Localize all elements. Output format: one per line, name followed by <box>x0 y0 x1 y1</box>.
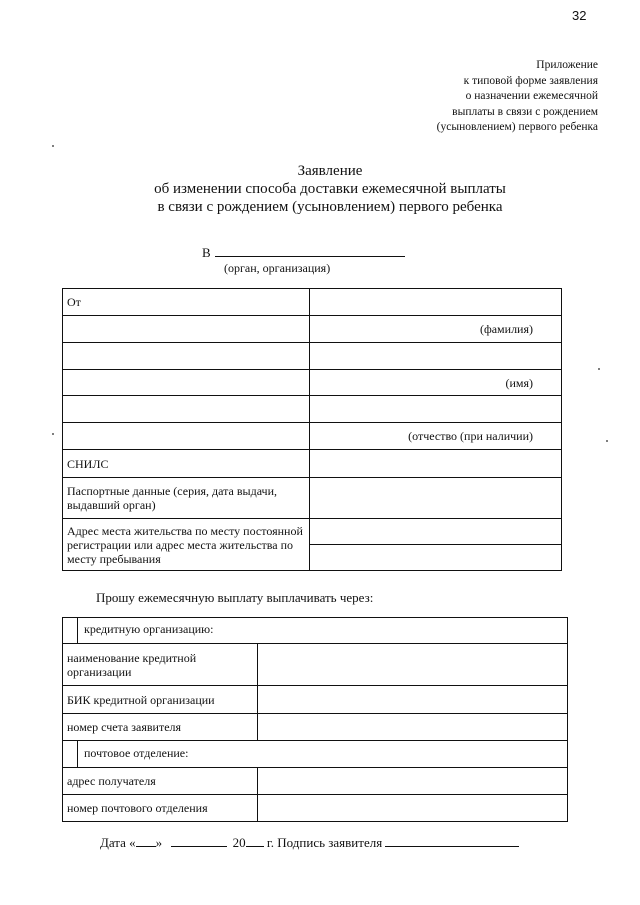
delivery-table <box>62 617 568 822</box>
name-caption: (имя) <box>310 370 562 396</box>
applicant-table <box>62 288 562 571</box>
applicant-cell[interactable] <box>63 316 310 343</box>
surname-caption: (фамилия) <box>310 316 562 343</box>
credit-org-row <box>63 618 568 644</box>
name-field[interactable] <box>310 343 562 370</box>
post-number-field[interactable] <box>258 795 568 822</box>
document-title <box>0 162 640 216</box>
address-label: Адрес места жительства по месту постоянной регистрации или адрес места жительства по месту пребывания <box>63 519 310 571</box>
addressee-line <box>202 244 405 261</box>
bank-name-field[interactable] <box>258 644 568 686</box>
title-line: об изменении способа доставки ежемесячной выплаты <box>154 181 506 197</box>
appendix-line: к типовой форме заявления <box>463 74 598 87</box>
bik-field[interactable] <box>258 686 568 714</box>
addressee-prefix: В <box>202 245 211 260</box>
applicant-cell[interactable] <box>63 343 310 370</box>
bik-label: БИК кредитной организации <box>63 686 258 714</box>
date-day-field[interactable] <box>136 834 156 847</box>
title-line: в связи с рождением (усыновлением) первого ребенка <box>157 199 503 215</box>
date-year-field[interactable] <box>246 834 264 847</box>
snils-label: СНИЛС <box>63 450 310 478</box>
signature-line <box>100 834 519 851</box>
title-line: Заявление <box>297 163 363 179</box>
request-text: Прошу ежемесячную выплату выплачивать через: <box>96 590 374 605</box>
signature-field[interactable] <box>385 834 519 847</box>
passport-field[interactable] <box>310 478 562 519</box>
scan-speck <box>598 368 600 370</box>
from-label: От <box>63 289 310 316</box>
address-field[interactable] <box>310 519 562 571</box>
address-field-row[interactable] <box>310 519 561 545</box>
addressee-field[interactable] <box>215 244 405 257</box>
appendix-line: (усыновлением) первого ребенка <box>436 121 598 133</box>
patronymic-caption: (отчество (при наличии) <box>310 423 562 450</box>
scan-speck <box>606 440 608 442</box>
signature-label: г. Подпись заявителя <box>266 835 383 850</box>
appendix-line: выплаты в связи с рождением <box>452 105 598 118</box>
post-number-label: номер почтового отделения <box>63 795 258 822</box>
scan-speck <box>52 433 54 435</box>
from-field[interactable] <box>310 289 562 316</box>
recipient-address-field[interactable] <box>258 768 568 795</box>
credit-org-label: кредитную организацию: <box>84 622 214 637</box>
patronymic-field[interactable] <box>310 396 562 423</box>
date-mid: » <box>155 835 163 850</box>
post-office-checkbox[interactable] <box>63 741 78 767</box>
post-office-row <box>63 741 568 768</box>
applicant-cell[interactable] <box>63 370 310 396</box>
date-month-field[interactable] <box>171 834 227 847</box>
page-number: 32 <box>572 8 587 23</box>
post-office-label: почтовое отделение: <box>84 745 189 760</box>
passport-label: Паспортные данные (серия, дата выдачи, выдавший орган) <box>63 478 310 519</box>
scan-speck <box>52 145 54 147</box>
appendix-note <box>437 58 598 136</box>
appendix-line: о назначении ежемесячной <box>465 90 598 102</box>
bank-name-label: наименование кредитной организации <box>63 644 258 686</box>
applicant-cell[interactable] <box>63 423 310 450</box>
appendix-line: Приложение <box>536 59 598 71</box>
applicant-cell[interactable] <box>63 396 310 423</box>
address-field-row[interactable] <box>310 545 561 570</box>
snils-field[interactable] <box>310 450 562 478</box>
account-field[interactable] <box>258 714 568 741</box>
account-label: номер счета заявителя <box>63 714 258 741</box>
credit-org-checkbox[interactable] <box>63 618 78 643</box>
recipient-address-label: адрес получателя <box>63 768 258 795</box>
date-prefix: Дата « <box>100 835 136 850</box>
addressee-caption: (орган, организация) <box>224 261 331 275</box>
date-year: 20 <box>232 835 246 850</box>
